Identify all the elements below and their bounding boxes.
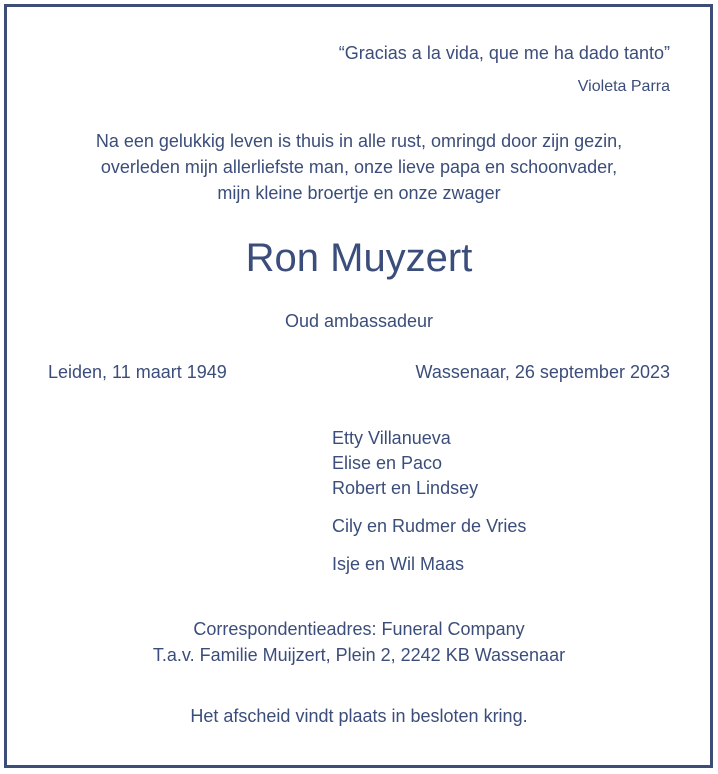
family-member: Cily en Rudmer de Vries [332,516,527,536]
deceased-name: Ron Muyzert [245,236,473,280]
intro-text [0,128,718,206]
family-group [332,426,526,501]
family-member: Elise en Paco [332,453,443,473]
death-place-date: Wassenaar, 26 september 2023 [415,362,670,382]
family-list [332,426,526,590]
family-group [332,552,526,577]
correspondence-address [0,616,718,668]
deceased-occupation: Oud ambassadeur [284,311,434,331]
farewell-note: Het afscheid vindt plaats in besloten kring. [190,706,528,726]
address-line: Correspondentieadres: Funeral Company [193,619,525,639]
address-line: T.a.v. Familie Muijzert, Plein 2, 2242 KB Wassenaar [152,645,566,665]
birth-place-date: Leiden, 11 maart 1949 [48,362,227,382]
intro-line: Na een gelukkig leven is thuis in alle rust, omringd door zijn gezin, [95,131,623,151]
family-group [332,514,526,539]
quote-author: Violeta Parra [577,78,670,95]
family-member: Isje en Wil Maas [332,554,465,574]
quote-text: “Gracias a la vida, que me ha dado tanto” [338,43,670,63]
family-member: Etty Villanueva [332,428,451,448]
intro-line: overleden mijn allerliefste man, onze lieve papa en schoonvader, [100,157,618,177]
intro-line: mijn kleine broertje en onze zwager [217,183,501,203]
family-member: Robert en Lindsey [332,478,479,498]
